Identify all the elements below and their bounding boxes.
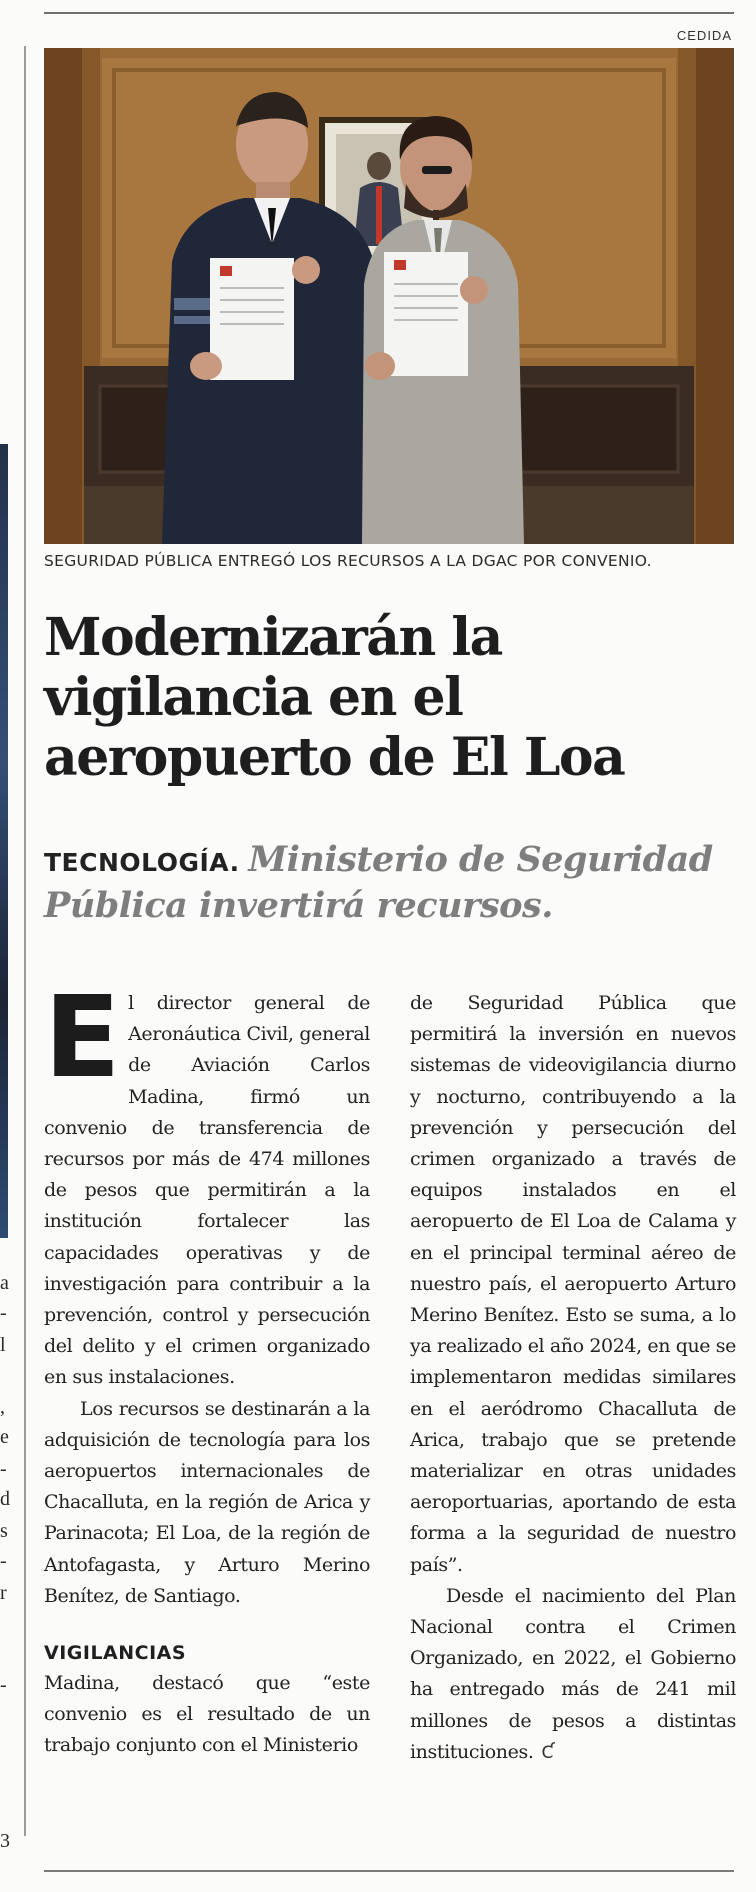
adjacent-text-fragment: - — [0, 1676, 7, 1694]
kicker-text: Ministerio de Seguridad Pública invertirá recursos. — [44, 839, 713, 926]
kicker — [44, 838, 734, 927]
adjacent-text-fragment: - — [0, 1552, 7, 1570]
adjacent-text-fragment: d — [0, 1490, 10, 1508]
headline-line: Modernizarán la — [44, 607, 502, 668]
article-column-right — [410, 988, 736, 1769]
top-rule — [44, 12, 734, 14]
drop-cap: E — [44, 973, 121, 1103]
adjacent-photo-edge — [0, 444, 8, 1238]
photo-credit: CEDIDA — [676, 28, 732, 43]
adjacent-text-fragment: r — [0, 1584, 7, 1602]
kicker-label: TECNOLOGÍA. — [44, 848, 240, 877]
adjacent-text-fragment: , — [0, 1398, 5, 1416]
paragraph-text: l director general de Aeronáutica Civil, general de Aviación Carlos Madina, firmó un convenio de transferencia de recursos por más de 474 millones de pesos que permitirán a la institución fortalecer las capacidades operativas y de investigación para contribuir a la prevención, control y persecución del delito y el crimen organizado en sus instalaciones. — [44, 992, 370, 1389]
paragraph-text: Desde el nacimiento del Plan Nacional contra el Crimen Organizado, en 2022, el Gobierno ha entregado más de 241 mil millones de pesos a distintas instituciones. — [410, 1584, 736, 1763]
section-subhead: VIGILANCIAS — [44, 1642, 187, 1665]
article-column-left — [44, 973, 370, 1762]
end-mark-icon: Ƈ — [541, 1742, 553, 1763]
adjacent-text-fragment: - — [0, 1460, 7, 1478]
adjacent-text-fragment: - — [0, 1304, 7, 1322]
column-divider — [24, 46, 26, 1836]
adjacent-text-fragment: a — [0, 1274, 9, 1292]
adjacent-text-fragment: e — [0, 1428, 9, 1446]
article-paragraph: de Seguridad Pública que permitirá la inversión en nuevos sistemas de videovigilancia diurno y nocturno, contribuyendo a la prevención y persecución del crimen organizado a través de equipos instalados en el aeropuerto de El Loa de Calama y en el principal terminal aéreo de nuestro país, el aeropuerto Arturo Merino Benítez. Esto se suma, a lo ya realizado el año 2024, en que se implementaron medidas similares en el aeródromo Chacalluta de Arica, trabajo que se pretende materializar en otras unidades aeroportuarias, aportando de esta forma a la seguridad de nuestro país”. — [410, 992, 736, 1576]
headline — [44, 608, 734, 788]
headline-line: aeropuerto de El Loa — [44, 727, 625, 788]
adjacent-text-fragment: s — [0, 1522, 8, 1540]
article-paragraph: Madina, destacó que “este convenio es el resultado de un trabajo conjunto con el Ministerio — [44, 1672, 370, 1757]
headline-line: vigilancia en el — [44, 667, 463, 728]
adjacent-text-fragment: l — [0, 1336, 6, 1354]
photo-caption: SEGURIDAD PÚBLICA ENTREGÓ LOS RECURSOS A LA DGAC POR CONVENIO. — [44, 552, 652, 570]
article-paragraph — [410, 1581, 736, 1769]
photo-signing — [44, 48, 734, 544]
article-paragraph — [44, 973, 370, 1394]
adjacent-text-fragment: 3 — [0, 1832, 10, 1850]
article-paragraph: Los recursos se destinarán a la adquisición de tecnología para los aeropuertos internacionales de Chacalluta, en la región de Arica y Parinacota; El Loa, de la región de Antofagasta, y Arturo Merino Benítez, de Santiago. — [44, 1397, 370, 1607]
bottom-rule — [44, 1870, 734, 1872]
